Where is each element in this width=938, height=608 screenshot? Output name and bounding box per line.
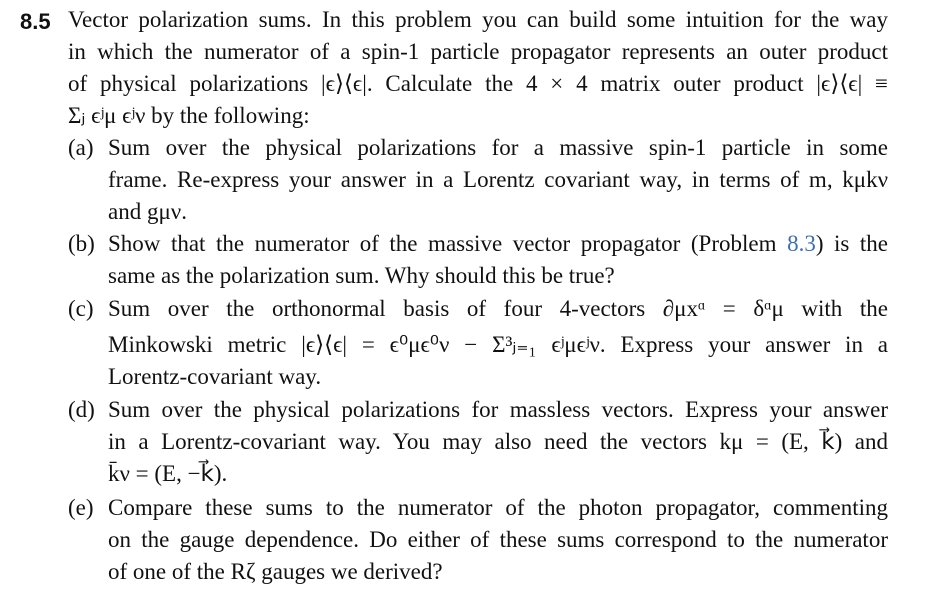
intro-line-3: of physical polarizations |ϵ⟩⟨ϵ|. Calculate the 4 × 4 matrix outer product |ϵ⟩⟨ϵ| ≡ bbox=[68, 71, 888, 96]
part-b-label: (b) bbox=[68, 231, 95, 256]
intro-line-2: in which the numerator of a spin-1 particle propagator represents an outer product bbox=[68, 39, 888, 64]
problem-number: 8.5 bbox=[20, 9, 51, 34]
part-a-line-3: and gμν. bbox=[108, 199, 187, 224]
problem-reference-link[interactable]: 8.3 bbox=[787, 231, 816, 256]
intro-line-4: Σⱼ ϵʲμ ϵʲν by the following: bbox=[68, 103, 310, 128]
part-c-line-3: Lorentz-covariant way. bbox=[108, 364, 322, 389]
part-d-line-2: in a Lorentz-covariant way. You may also need the vectors kμ = (E, k⃗) and bbox=[108, 429, 888, 454]
part-d-line-3: k̄ν = (E, −k⃗). bbox=[108, 461, 228, 486]
part-b-line-1 bbox=[108, 228, 888, 260]
part-d-line-1: Sum over the physical polarizations for massless vectors. Express your answer bbox=[108, 397, 888, 422]
part-d-label: (d) bbox=[68, 397, 95, 422]
part-a-label: (a) bbox=[68, 135, 94, 160]
part-e-label: (e) bbox=[68, 495, 94, 520]
part-e-line-2: on the gauge dependence. Do either of these sums correspond to the numerator bbox=[108, 527, 888, 552]
part-a-line-2: frame. Re-express your answer in a Lorentz covariant way, in terms of m, kμkν bbox=[108, 167, 888, 192]
part-c-label: (c) bbox=[68, 296, 94, 321]
part-e-line-1: Compare these sums to the numerator of the photon propagator, commenting bbox=[108, 495, 888, 520]
part-e-line-3: of one of the Rζ gauges we derived? bbox=[108, 559, 443, 584]
part-c-line-1: Sum over the orthonormal basis of four 4-vectors ∂μxᵅ = δᵅμ with the bbox=[108, 296, 888, 321]
intro-line-1: Vector polarization sums. In this problem you can build some intuition for the way bbox=[68, 7, 888, 32]
part-b-line-2: same as the polarization sum. Why should this be true? bbox=[108, 263, 615, 288]
part-a-line-1: Sum over the physical polarizations for a massive spin-1 particle in some bbox=[108, 135, 888, 160]
part-c-line-2: Minkowski metric |ϵ⟩⟨ϵ| = ϵ⁰μϵ⁰ν − Σ³ⱼ₌₁ ϵʲμϵʲν. Express your answer in a bbox=[108, 332, 888, 357]
part-b-text-before: Show that the numerator of the massive vector propagator (Problem bbox=[108, 231, 777, 256]
part-b-text-after: ) is the bbox=[815, 231, 889, 256]
